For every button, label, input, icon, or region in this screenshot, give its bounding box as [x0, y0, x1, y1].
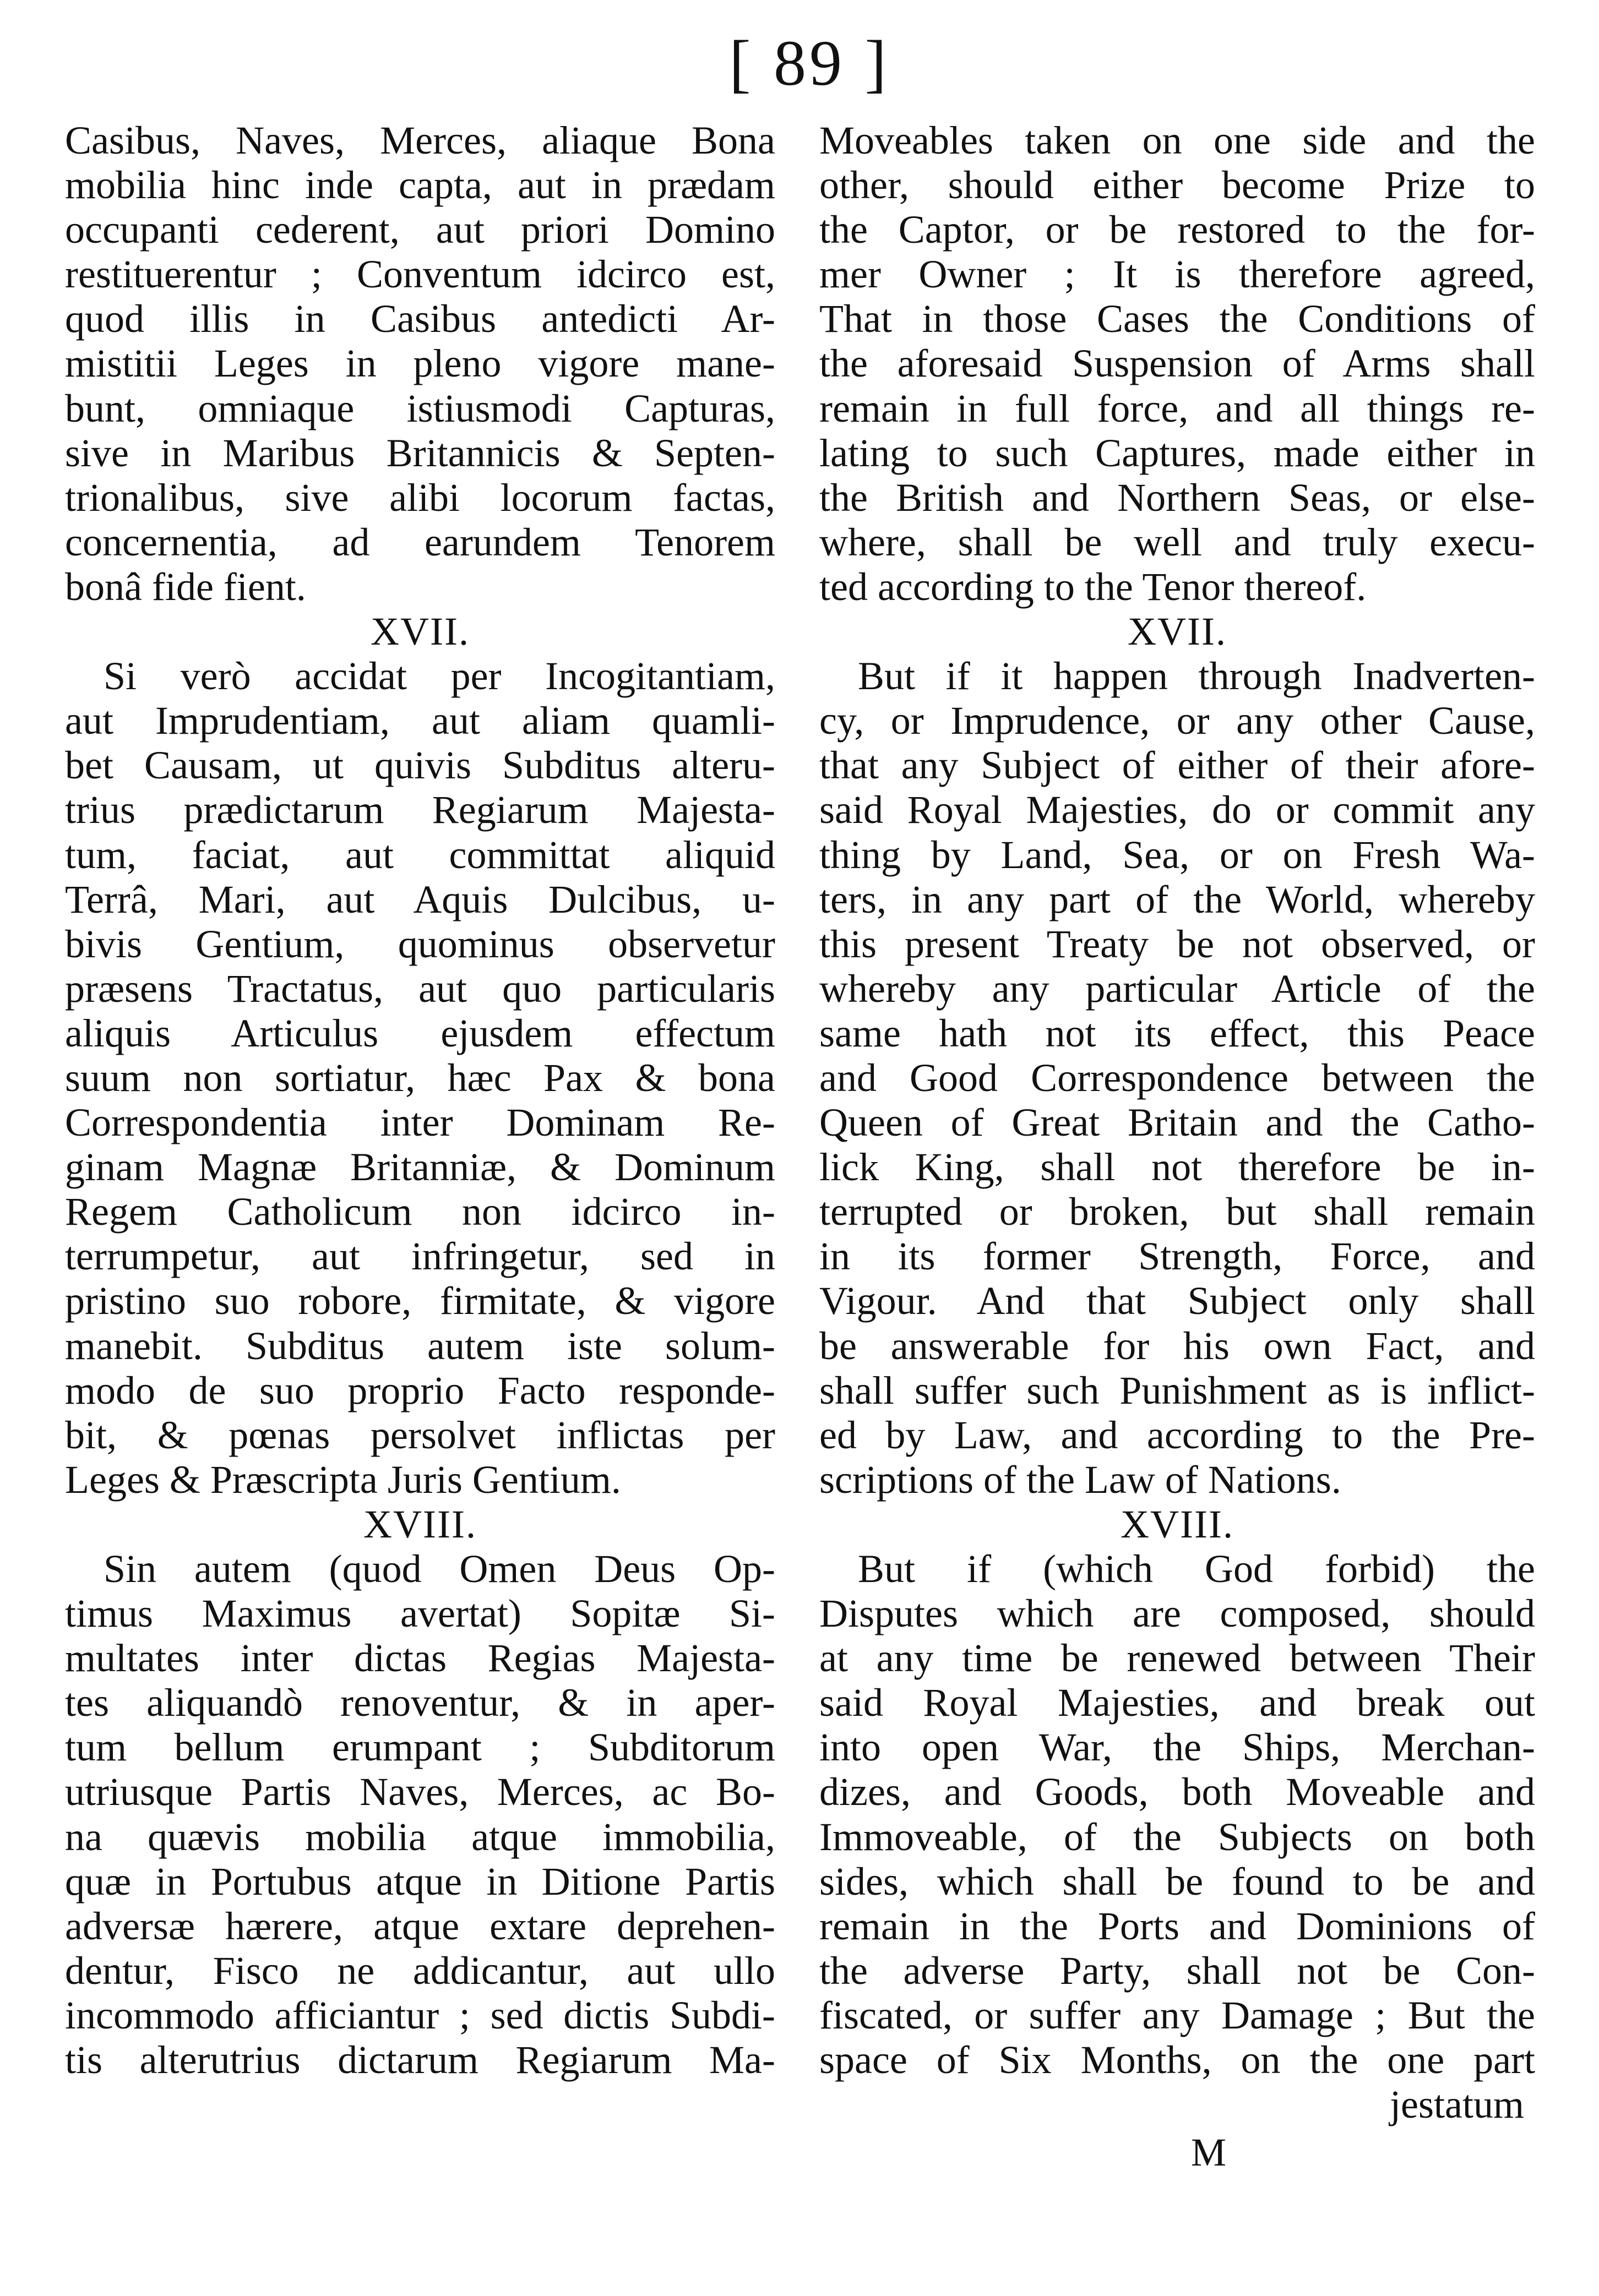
latin-text-line: dentur, Fisco ne addicantur, aut ullo	[65, 1948, 775, 1993]
signature-mark: M	[1190, 2130, 1227, 2174]
english-text-line: space of Six Months, on the one part	[819, 2038, 1535, 2082]
latin-text-line: bet Causam, ut quivis Subditus alteru-	[65, 743, 775, 788]
latin-text-line: manebit. Subditus autem iste solum-	[65, 1323, 775, 1368]
english-text-line: terrupted or broken, but shall remain	[819, 1190, 1535, 1234]
english-text-line: Moveables taken on one side and the	[819, 118, 1535, 162]
latin-text-line: quæ in Portubus atque in Ditione Partis	[65, 1859, 775, 1904]
latin-text-line: bivis Gentium, quominus observetur	[65, 921, 775, 966]
latin-text-line: incommodo afficiantur ; sed dictis Subdi-	[65, 1993, 775, 2037]
catchword: jestatum	[1390, 2082, 1524, 2127]
latin-text-line: aliquis Articulus ejusdem effectum	[65, 1011, 775, 1055]
english-article-heading: XVII.	[1128, 609, 1227, 654]
latin-text-line: trionalibus, sive alibi locorum factas,	[65, 475, 775, 520]
english-text-line: shall suffer such Punishment as is inflict-	[819, 1368, 1535, 1412]
latin-text-line: concernentia, ad earundem Tenorem	[65, 520, 775, 564]
latin-text-line: Correspondentia inter Dominam Re-	[65, 1100, 775, 1145]
latin-text-line: adversæ hærere, atque extare deprehen-	[65, 1904, 775, 1948]
english-text-line: the adverse Party, shall not be Con-	[819, 1948, 1535, 1993]
english-text-line: lick King, shall not therefore be in-	[819, 1145, 1535, 1190]
english-text-line: But if (which God forbid) the	[858, 1547, 1535, 1591]
latin-text-line: Casibus, Naves, Merces, aliaque Bona	[65, 118, 775, 162]
english-text-line: Vigour. And that Subject only shall	[819, 1279, 1535, 1323]
latin-text-line: Sin autem (quod Omen Deus Op-	[104, 1547, 775, 1591]
english-text-line: lating to such Captures, made either in	[819, 430, 1535, 475]
english-text-line: thing by Land, Sea, or on Fresh Wa-	[819, 832, 1535, 877]
latin-text-line: sive in Maribus Britannicis & Septen-	[65, 430, 775, 475]
latin-text-line: bit, & pœnas persolvet inflictas per	[65, 1412, 775, 1457]
latin-text-line: modo de suo proprio Facto responde-	[65, 1368, 775, 1412]
english-text-line: mer Owner ; It is therefore agreed,	[819, 252, 1535, 297]
english-text-line: ters, in any part of the World, whereby	[819, 877, 1535, 921]
latin-text-line: suum non sortiatur, hæc Pax & bona	[65, 1055, 775, 1100]
latin-text-line: bunt, omniaque istiusmodi Capturas,	[65, 386, 775, 430]
latin-text-line: mistitii Leges in pleno vigore mane-	[65, 341, 775, 386]
english-text-line: But if it happen through Inadverten-	[858, 654, 1535, 699]
latin-text-line: ginam Magnæ Britanniæ, & Dominum	[65, 1145, 775, 1190]
english-text-line: Disputes which are composed, should	[819, 1591, 1535, 1636]
english-text-line: the Captor, or be restored to the for-	[819, 208, 1535, 252]
latin-text-line: tes aliquandò renoventur, & in aper-	[65, 1681, 775, 1725]
english-text-line: same hath not its effect, this Peace	[819, 1011, 1535, 1055]
english-text-line: that any Subject of either of their afore-	[819, 743, 1535, 788]
latin-text-line: restituerentur ; Conventum idcirco est,	[65, 252, 775, 297]
english-text-line: the aforesaid Suspension of Arms shall	[819, 341, 1535, 386]
latin-text-line: utriusque Partis Naves, Merces, ac Bo-	[65, 1770, 775, 1814]
latin-text-line: mobilia hinc inde capta, aut in prædam	[65, 163, 775, 208]
english-text-line: be answerable for his own Fact, and	[819, 1323, 1535, 1368]
english-text-line: and Good Correspondence between the	[819, 1055, 1535, 1100]
latin-text-line: timus Maximus avertat) Sopitæ Si-	[65, 1591, 775, 1636]
english-text-line: Queen of Great Britain and the Catho-	[819, 1100, 1535, 1145]
english-text-line: where, shall be well and truly execu-	[819, 520, 1535, 564]
english-text-line: remain in the Ports and Dominions of	[819, 1904, 1535, 1948]
latin-text-line: Si verò accidat per Incogitantiam,	[104, 654, 775, 699]
english-text-line: cy, or Imprudence, or any other Cause,	[819, 699, 1535, 743]
latin-text-line: Terrâ, Mari, aut Aquis Dulcibus, u-	[65, 877, 775, 921]
latin-article-heading: XVIII.	[363, 1502, 477, 1546]
latin-text-line: trius prædictarum Regiarum Majesta-	[65, 788, 775, 832]
latin-text-line: Leges & Præscripta Juris Gentium.	[65, 1457, 621, 1502]
english-text-line: ted according to the Tenor thereof.	[819, 564, 1367, 609]
english-article-heading: XVIII.	[1121, 1502, 1234, 1546]
english-text-line: Immoveable, of the Subjects on both	[819, 1814, 1535, 1859]
latin-text-line: præsens Tractatus, aut quo particularis	[65, 966, 775, 1011]
english-text-line: scriptions of the Law of Nations.	[819, 1457, 1341, 1502]
english-text-column	[819, 118, 1535, 2127]
english-text-line: whereby any particular Article of the	[819, 966, 1535, 1011]
english-text-line: remain in full force, and all things re-	[819, 386, 1535, 430]
page-number: [ 89 ]	[729, 27, 890, 99]
latin-text-line: Regem Catholicum non idcirco in-	[65, 1190, 775, 1234]
latin-text-line: tum, faciat, aut committat aliquid	[65, 832, 775, 877]
latin-text-line: pristino suo robore, firmitate, & vigore	[65, 1279, 775, 1323]
latin-text-line: multates inter dictas Regias Majesta-	[65, 1636, 775, 1681]
latin-text-column	[65, 118, 775, 2082]
latin-text-line: aut Imprudentiam, aut aliam quamli-	[65, 699, 775, 743]
english-text-line: That in those Cases the Conditions of	[819, 297, 1535, 341]
english-text-line: dizes, and Goods, both Moveable and	[819, 1770, 1535, 1814]
english-text-line: said Royal Majesties, do or commit any	[819, 788, 1535, 832]
latin-text-line: quod illis in Casibus antedicti Ar-	[65, 297, 775, 341]
latin-text-line: na quævis mobilia atque immobilia,	[65, 1814, 775, 1859]
latin-text-line: bonâ fide fient.	[65, 564, 306, 609]
latin-text-line: occupanti cederent, aut priori Domino	[65, 208, 775, 252]
english-text-line: in its former Strength, Force, and	[819, 1234, 1535, 1279]
latin-text-line: terrumpetur, aut infringetur, sed in	[65, 1234, 775, 1279]
english-text-line: the British and Northern Seas, or else-	[819, 475, 1535, 520]
english-text-line: other, should either become Prize to	[819, 163, 1535, 208]
english-text-line: fiscated, or suffer any Damage ; But the	[819, 1993, 1535, 2037]
latin-text-line: tum bellum erumpant ; Subditorum	[65, 1725, 775, 1770]
english-text-line: at any time be renewed between Their	[819, 1636, 1535, 1681]
english-text-line: sides, which shall be found to be and	[819, 1859, 1535, 1904]
latin-article-heading: XVII.	[371, 609, 470, 654]
english-text-line: ed by Law, and according to the Pre-	[819, 1412, 1535, 1457]
english-text-line: said Royal Majesties, and break out	[819, 1681, 1535, 1725]
english-text-line: this present Treaty be not observed, or	[819, 921, 1535, 966]
latin-text-line: tis alterutrius dictarum Regiarum Ma-	[65, 2038, 775, 2082]
english-text-line: into open War, the Ships, Merchan-	[819, 1725, 1535, 1770]
